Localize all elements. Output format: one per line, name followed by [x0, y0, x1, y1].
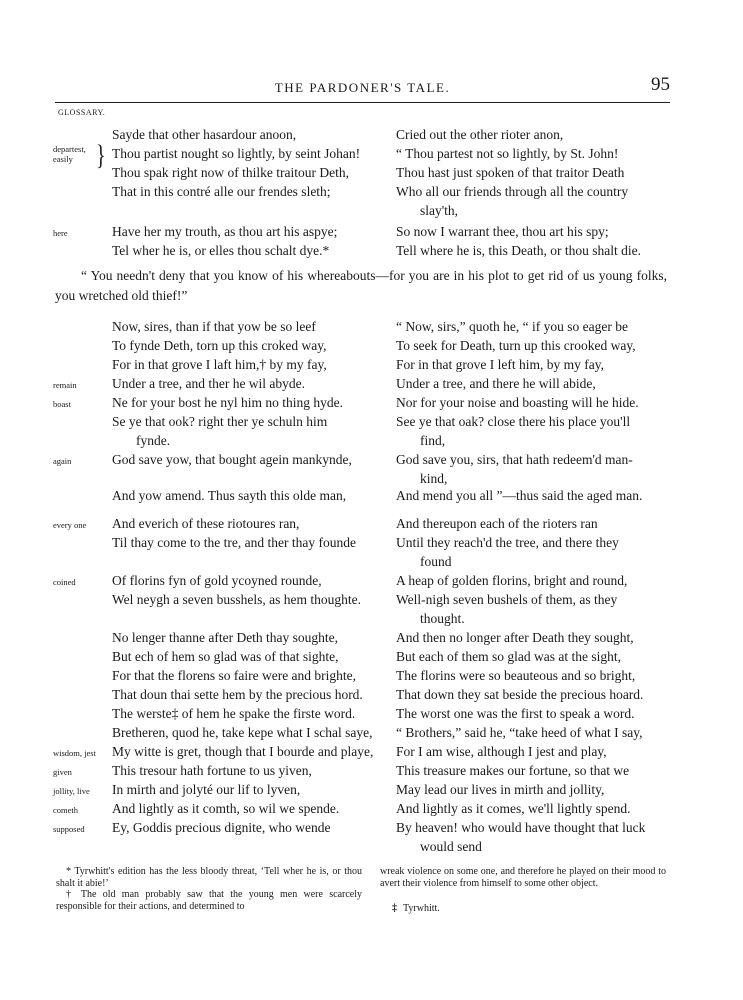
glossary-note: wisdom, jest [53, 748, 96, 758]
modern-english-line: And lightly as it comes, we'll lightly spend. [396, 801, 631, 816]
middle-english-line: Ne for your bost he nyl him no thing hyde. [112, 395, 343, 410]
middle-english-line: Tel wher he is, or elles thou schalt dye.* [112, 243, 330, 258]
middle-english-line: Of florins fyn of gold ycoyned rounde, [112, 573, 322, 588]
modern-english-line: The florins were so beauteous and so bright, [396, 668, 636, 683]
footnote-star: * Tyrwhitt's edition has the less bloody threat, ‘Tell wher he is, or thou shalt it abie!’ [56, 866, 362, 889]
modern-english-line: The worst one was the first to speak a word. [396, 706, 635, 721]
glossary-note: cometh [53, 805, 79, 815]
middle-english-line: Under a tree, and ther he wil abyde. [112, 376, 306, 391]
glossary-note: easily [53, 154, 73, 164]
modern-english-line: thought. [420, 611, 465, 626]
glossary-note: coined [53, 577, 76, 587]
modern-english-line: Until they reach'd the tree, and there they [396, 535, 619, 550]
middle-english-line: Sayde that other hasardour anoon, [112, 127, 297, 142]
modern-english-line: find, [420, 433, 446, 448]
modern-english-line: So now I warrant thee, thou art his spy; [396, 224, 609, 239]
glossary-note: jollity, live [53, 786, 90, 796]
modern-english-line: See ye that oak? close there his place you'll [396, 414, 631, 429]
modern-english-line: May lead our lives in mirth and jollity, [396, 782, 605, 797]
middle-english-line: No lenger thanne after Deth thay soughte, [112, 630, 339, 645]
footnote-dagger-continued: wreak violence on some one, and therefore he played on their mood to avert their violence from himself to some other object. [380, 866, 666, 889]
middle-english-line: The werste‡ of hem he spake the firste word. [112, 706, 356, 721]
modern-english-line: Under a tree, and there he will abide, [396, 376, 596, 391]
modern-english-line: “ Thou partest not so lightly, by St. John! [396, 146, 619, 161]
double-dagger-symbol: ‡ [392, 903, 397, 914]
modern-english-line: A heap of golden florins, bright and round, [396, 573, 628, 588]
page-number: 95 [651, 74, 670, 95]
modern-english-line: This treasure makes our fortune, so that we [396, 763, 630, 778]
middle-english-line: In mirth and jolyté our lif to lyven, [112, 782, 301, 797]
modern-english-line: Tell where he is, this Death, or thou shalt die. [396, 243, 641, 258]
prose-paragraph: “ You needn't deny that you know of his whereabouts—for you are in his plot to get rid of us young folks, you wretched old thief!” [55, 268, 667, 303]
modern-english-line: Nor for your noise and boasting will he hide. [396, 395, 639, 410]
modern-english-line: would send [420, 839, 482, 854]
modern-english-line: Thou hast just spoken of that traitor Death [396, 165, 625, 180]
middle-english-line: That doun thai sette hem by the precious hord. [112, 687, 363, 702]
page-header [55, 74, 670, 103]
middle-english-line: My witte is gret, though that I bourde and playe, [112, 744, 374, 759]
middle-english-line: Thou spak right now of thilke traitour Deth, [112, 165, 349, 180]
glossary-note: here [53, 228, 68, 238]
modern-english-line: “ Now, sirs,” quoth he, “ if you so eager be [396, 319, 628, 334]
modern-english-line: That down they sat beside the precious hoard. [396, 687, 644, 702]
middle-english-line: And lightly as it comth, so wil we spende. [112, 801, 340, 816]
middle-english-line: And everich of these riotoures ran, [112, 516, 300, 531]
middle-english-line: And yow amend. Thus sayth this olde man, [112, 488, 347, 503]
middle-english-line: Bretheren, quod he, take kepe what I schal saye, [112, 725, 373, 740]
middle-english-line: Se ye that ook? right ther ye schuln him [112, 414, 328, 429]
modern-english-line: And mend you all ”—thus said the aged man. [396, 488, 643, 503]
double-dagger-text: Tyrwhitt. [403, 903, 440, 914]
middle-english-line: Now, sires, than if that yow be so leef [112, 319, 316, 334]
middle-english-line: God save yow, that bought agein mankynde, [112, 452, 352, 467]
footnotes-right [380, 866, 666, 889]
modern-english-line: Who all our friends through all the country [396, 184, 629, 199]
footnote-double-dagger [392, 903, 440, 914]
modern-english-line: For I am wise, although I jest and play, [396, 744, 607, 759]
glossary-note: departest, [53, 144, 86, 154]
middle-english-line: That in this contré alle our frendes sleth; [112, 184, 331, 199]
middle-english-line: For in that grove I laft him,† by my fay, [112, 357, 327, 372]
middle-english-line: fynde. [136, 433, 171, 448]
modern-english-line: found [420, 554, 452, 569]
glossary-note: supposed [53, 824, 85, 834]
modern-english-line: For in that grove I left him, by my fay, [396, 357, 604, 372]
glossary-note: boast [53, 399, 71, 409]
middle-english-line: Wel neygh a seven busshels, as hem thoughte. [112, 592, 361, 607]
middle-english-line: Thou partist nought so lightly, by seint Johan! [112, 146, 361, 161]
glossary-note: every one [53, 520, 87, 530]
modern-english-line: “ Brothers,” said he, “take heed of what I say, [396, 725, 643, 740]
middle-english-line: But ech of hem so glad was of that sighte, [112, 649, 339, 664]
modern-english-line: To seek for Death, turn up this crooked way, [396, 338, 636, 353]
middle-english-line: To fynde Deth, torn up this croked way, [112, 338, 327, 353]
modern-english-line: slay'th, [420, 203, 459, 218]
footnote-dagger: † The old man probably saw that the young men were scarcely responsible for their actions, and determined to [56, 889, 362, 912]
modern-english-line: God save you, sirs, that hath redeem'd man- [396, 452, 633, 467]
footnotes-left [56, 866, 362, 912]
glossary-note: again [53, 456, 72, 466]
modern-english-line: By heaven! who would have thought that luck [396, 820, 646, 835]
middle-english-line: Til thay come to the tre, and ther thay founde [112, 535, 356, 550]
middle-english-line: Have her my trouth, as thou art his aspye; [112, 224, 338, 239]
modern-english-line: kind, [420, 471, 448, 486]
modern-english-line: And thereupon each of the rioters ran [396, 516, 598, 531]
modern-english-line: Cried out the other rioter anon, [396, 127, 564, 142]
glossary-heading: GLOSSARY. [58, 108, 106, 117]
modern-english-line: And then no longer after Death they sought, [396, 630, 634, 645]
middle-english-line: Ey, Goddis precious dignite, who wende [112, 820, 331, 835]
glossary-note: given [53, 767, 72, 777]
middle-english-line: This tresour hath fortune to us yiven, [112, 763, 312, 778]
modern-english-line: But each of them so glad was at the sight, [396, 649, 621, 664]
running-title: THE PARDONER'S TALE. [274, 80, 451, 95]
modern-english-line: Well-nigh seven bushels of them, as they [396, 592, 618, 607]
middle-english-line: For that the florens so faire were and brighte, [112, 668, 357, 683]
glossary-note: remain [53, 380, 77, 390]
glossary-brace: } [96, 140, 106, 172]
